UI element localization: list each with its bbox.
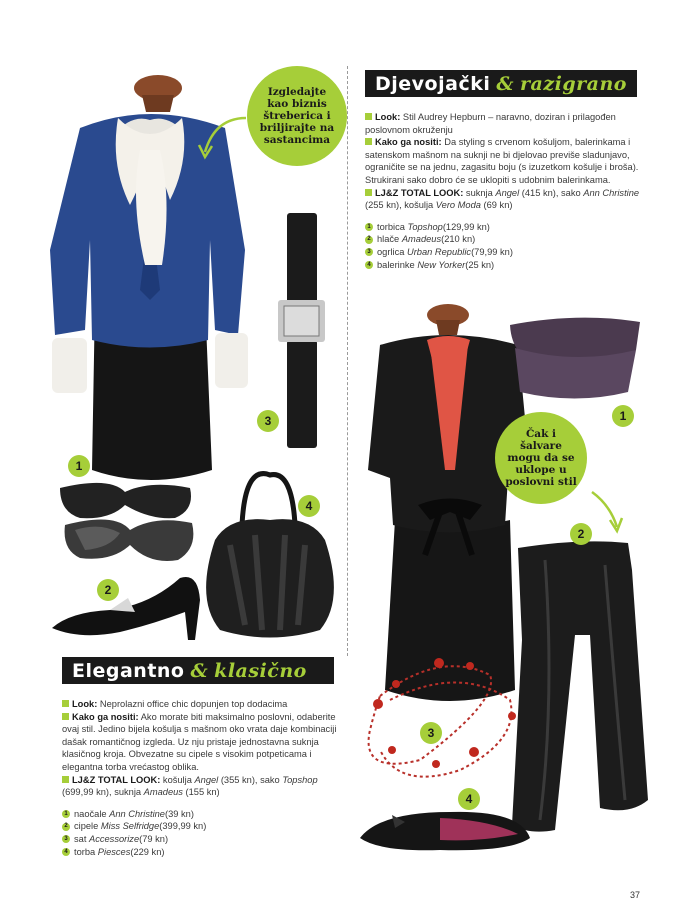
item-number: 1 [365,223,373,231]
badge-trousers: 2 [570,523,592,545]
pumps [52,577,200,640]
item-number: 4 [62,848,70,856]
item-name: hlače [377,234,400,245]
list-item [62,846,342,859]
brand-name: Amadeus [401,234,442,245]
item-number: 4 [365,261,373,269]
list-item [62,808,342,821]
brand-name: Vero Moda [435,200,481,211]
how-label: Kako ga nositi: [375,137,442,148]
brand-name: Miss Selfridge [100,821,160,832]
brand-name: Piesces [97,846,131,857]
look-label: Look: [375,112,401,122]
left-description [62,698,342,858]
item-name: torba [74,846,96,857]
brand-name: Accessorize [89,833,140,844]
watch [278,213,325,448]
left-item-list [62,808,342,858]
callout-bubble-left: Izgledajte kao biznis štreberica i briljirajte na sastancima [247,66,347,166]
item-price: (79,99 kn) [471,246,513,257]
badge-clutch: 1 [612,405,634,427]
right-section-banner [365,70,637,97]
left-section-banner [62,657,334,684]
mannequin-right [368,304,530,701]
item-price: (25 kn) [465,259,495,270]
badge-handbag: 4 [298,495,320,517]
look-label: Look: [72,699,98,709]
total-look-label: LJ&Z TOTAL LOOK: [375,187,464,198]
bullet-square [365,113,372,120]
bullet-square [62,713,69,720]
item-price: (399,99 kn) [159,821,207,832]
bullet-square [62,776,69,783]
mannequin-left [50,75,248,480]
callout-bubble-right: Čak i šalvare mogu da se uklope u poslovni stil [495,412,587,504]
page-number: 37 [630,890,641,900]
total-look-text: (355 kn), sako [218,774,283,785]
item-name: naočale [74,808,107,819]
trousers [512,541,648,831]
item-name: balerinke [377,259,415,270]
item-price: (210 kn) [441,234,476,245]
brand-name: Angel [495,187,520,198]
column-divider [347,66,348,656]
brand-name: Ann Christine [109,808,165,819]
badge-sunglasses: 1 [68,455,90,477]
look-text: Stil Audrey Hepburn – naravno, doziran i prilagođen poslovnom okruženju [365,112,616,135]
total-look-text: košulja [162,774,195,785]
badge-necklace: 3 [420,722,442,744]
how-text: Da styling s crvenom košuljom, balerinkama i satenskom mašnom na suknji ne bi djelovao previše sladunjavo, ograničite se na jednu, zagasitu boju (s izuzetkom košulje i broša). Strukirani sako dobro će se uklopiti s udobnim balerinkama. [365,137,639,185]
item-number: 3 [365,248,373,256]
list-item [365,246,640,259]
clutch [510,318,640,399]
total-look-text: suknja [465,187,496,198]
bullet-square [365,138,372,145]
item-number: 1 [62,810,70,818]
left-section-title: Elegantno [72,659,185,682]
brand-name: Urban Republic [406,246,472,257]
right-item-list [365,221,640,271]
brand-name: Ann Christine [583,187,640,198]
list-item [365,259,640,272]
list-item [365,233,640,246]
ampersand: & [496,72,515,95]
list-item [62,833,342,846]
look-text: Neprolazni office chic dopunjen top dodacima [99,699,288,709]
brand-name: Amadeus [143,787,183,798]
how-label: Kako ga nositi: [72,711,139,722]
item-price: (229 kn) [130,846,165,857]
badge-ballet-flats: 4 [458,788,480,810]
how-text: Ako morate biti maksimalno poslovni, odaberite ovaj stil. Jedino bijela košulja s mašnom oko vrata daje kombinaciji dašak romantičnog izgleda. Uz nju pristaje jednostavna suknja klasičnog kroja. Obvezatne su cipele s visokim potpeticama i elegantna torba vrećastog oblika. [62,711,337,772]
total-look-text: (699,99 kn), suknja [62,787,144,798]
brand-name: New Yorker [417,259,466,270]
item-number: 3 [62,835,70,843]
arrow-right-callout [592,492,617,527]
badge-watch: 3 [257,410,279,432]
item-name: cipele [74,821,99,832]
item-name: torbica [377,221,405,232]
total-look-label: LJ&Z TOTAL LOOK: [72,774,161,785]
right-description [365,111,640,271]
left-section-title-accent: klasično [214,659,307,682]
right-section-title-accent: razigrano [520,72,627,95]
item-price: (39 kn) [164,808,194,819]
list-item [365,221,640,234]
ampersand: & [190,659,209,682]
list-item [62,820,342,833]
total-look-text: (415 kn), sako [519,187,584,198]
total-look-text: (255 kn), košulja [365,200,436,211]
total-look-text: (155 kn) [182,787,220,798]
brand-name: Angel [194,774,219,785]
item-number: 2 [365,236,373,244]
bullet-square [365,189,372,196]
item-price: (79 kn) [139,833,169,844]
brand-name: Topshop [282,774,318,785]
right-section-title: Djevojački [375,72,491,95]
ballet-flats [360,812,530,850]
bullet-square [62,700,69,707]
badge-pumps: 2 [97,579,119,601]
item-number: 2 [62,823,70,831]
sunglasses [60,483,193,561]
item-price: (129,99 kn) [442,221,490,232]
item-name: sat [74,833,87,844]
total-look-text: (69 kn) [480,200,513,211]
brand-name: Topshop [407,221,443,232]
item-name: ogrlica [377,246,405,257]
